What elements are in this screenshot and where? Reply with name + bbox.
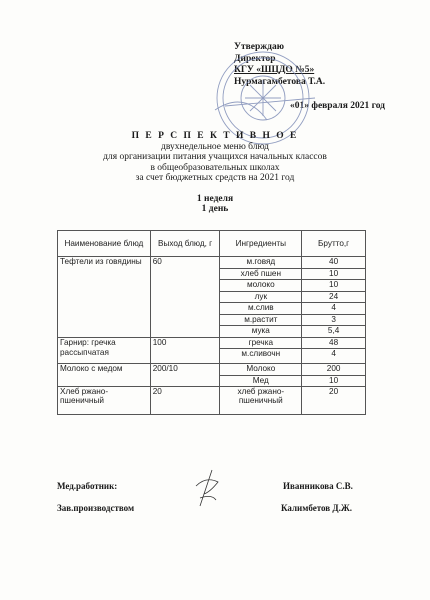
dish-output: 60 [150, 257, 220, 338]
dish-name: Хлеб ржано-пшеничный [58, 387, 151, 415]
medic-label: Мед.работник: [57, 481, 118, 491]
ingredient-name: молоко [220, 280, 302, 292]
ingredient-gross: 10 [302, 268, 366, 280]
ingredient-name: Молоко [220, 364, 302, 376]
ingredient-name: м.говяд [220, 257, 302, 269]
dish-name: Гарнир: гречка рассыпчатая [58, 337, 151, 364]
ingredient-gross: 3 [302, 314, 366, 326]
heading-line-5: за счет бюджетных средств на 2021 год [135, 173, 295, 183]
week-label: 1 неделя [196, 193, 234, 204]
table-row [58, 337, 366, 349]
header-output: Выход блюд, г [150, 231, 220, 257]
approval-line-1: Утверждаю [234, 42, 284, 52]
ingredient-gross: 48 [302, 337, 366, 349]
menu-table [57, 230, 366, 415]
ingredient-name: гречка [220, 337, 302, 349]
ingredient-gross: 4 [302, 349, 366, 364]
ingredient-name: м.сливочн [220, 349, 302, 364]
ingredient-gross: 40 [302, 257, 366, 269]
ingredient-gross: 20 [302, 387, 366, 415]
table-row [58, 364, 366, 376]
dish-output: 100 [150, 337, 220, 364]
day-label: 1 день [201, 204, 229, 214]
ingredient-gross: 10 [302, 280, 366, 292]
ingredient-gross: 5,4 [302, 326, 366, 338]
manager-label: Зав.производством [57, 503, 135, 513]
ingredient-name: Мед [220, 375, 302, 387]
dish-name: Молоко с медом [58, 364, 151, 387]
ingredient-name: хлеб пшен [220, 268, 302, 280]
dish-output: 200/10 [150, 364, 220, 387]
header-ingredients: Ингредиенты [220, 231, 302, 257]
table-header-row [58, 231, 366, 257]
approval-line-2: Директор [234, 53, 276, 64]
manager-name: Калимбетов Д.Ж. [281, 503, 353, 513]
approval-line-3: КГУ «ШЦДО №5» [234, 65, 315, 75]
ingredient-name: лук [220, 291, 302, 303]
ingredient-gross: 10 [302, 375, 366, 387]
dish-name: Тефтели из говядины [58, 257, 151, 338]
approval-date: «01» февраля 2021 год [290, 101, 385, 111]
ingredient-name: хлеб ржано-пшеничный [220, 387, 302, 415]
heading-line-4: в общеобразовательных школах [150, 162, 280, 173]
handwritten-signature [182, 466, 232, 519]
heading-line-2: двухнедельное меню блюд [161, 141, 269, 152]
ingredient-gross: 200 [302, 364, 366, 376]
document-heading [0, 131, 430, 215]
ingredient-name: мука [220, 326, 302, 338]
ingredient-gross: 24 [302, 291, 366, 303]
heading-line-3: для организации питания учащихся начальных классов [103, 152, 327, 162]
header-gross: Брутто,г [302, 231, 366, 257]
dish-output: 20 [150, 387, 220, 415]
table-row [58, 257, 366, 269]
ingredient-name: м.растит [220, 314, 302, 326]
ingredient-name: м.слив [220, 303, 302, 315]
approval-line-4: Нурмагамбетова Т.А. [234, 76, 326, 87]
medic-name: Иванникова С.В. [283, 481, 353, 491]
header-dish: Наименование блюд [58, 231, 151, 257]
table-row [58, 387, 366, 415]
document-title: П Е Р С П Е К Т И В Н О Е [131, 131, 299, 141]
ingredient-gross: 4 [302, 303, 366, 315]
